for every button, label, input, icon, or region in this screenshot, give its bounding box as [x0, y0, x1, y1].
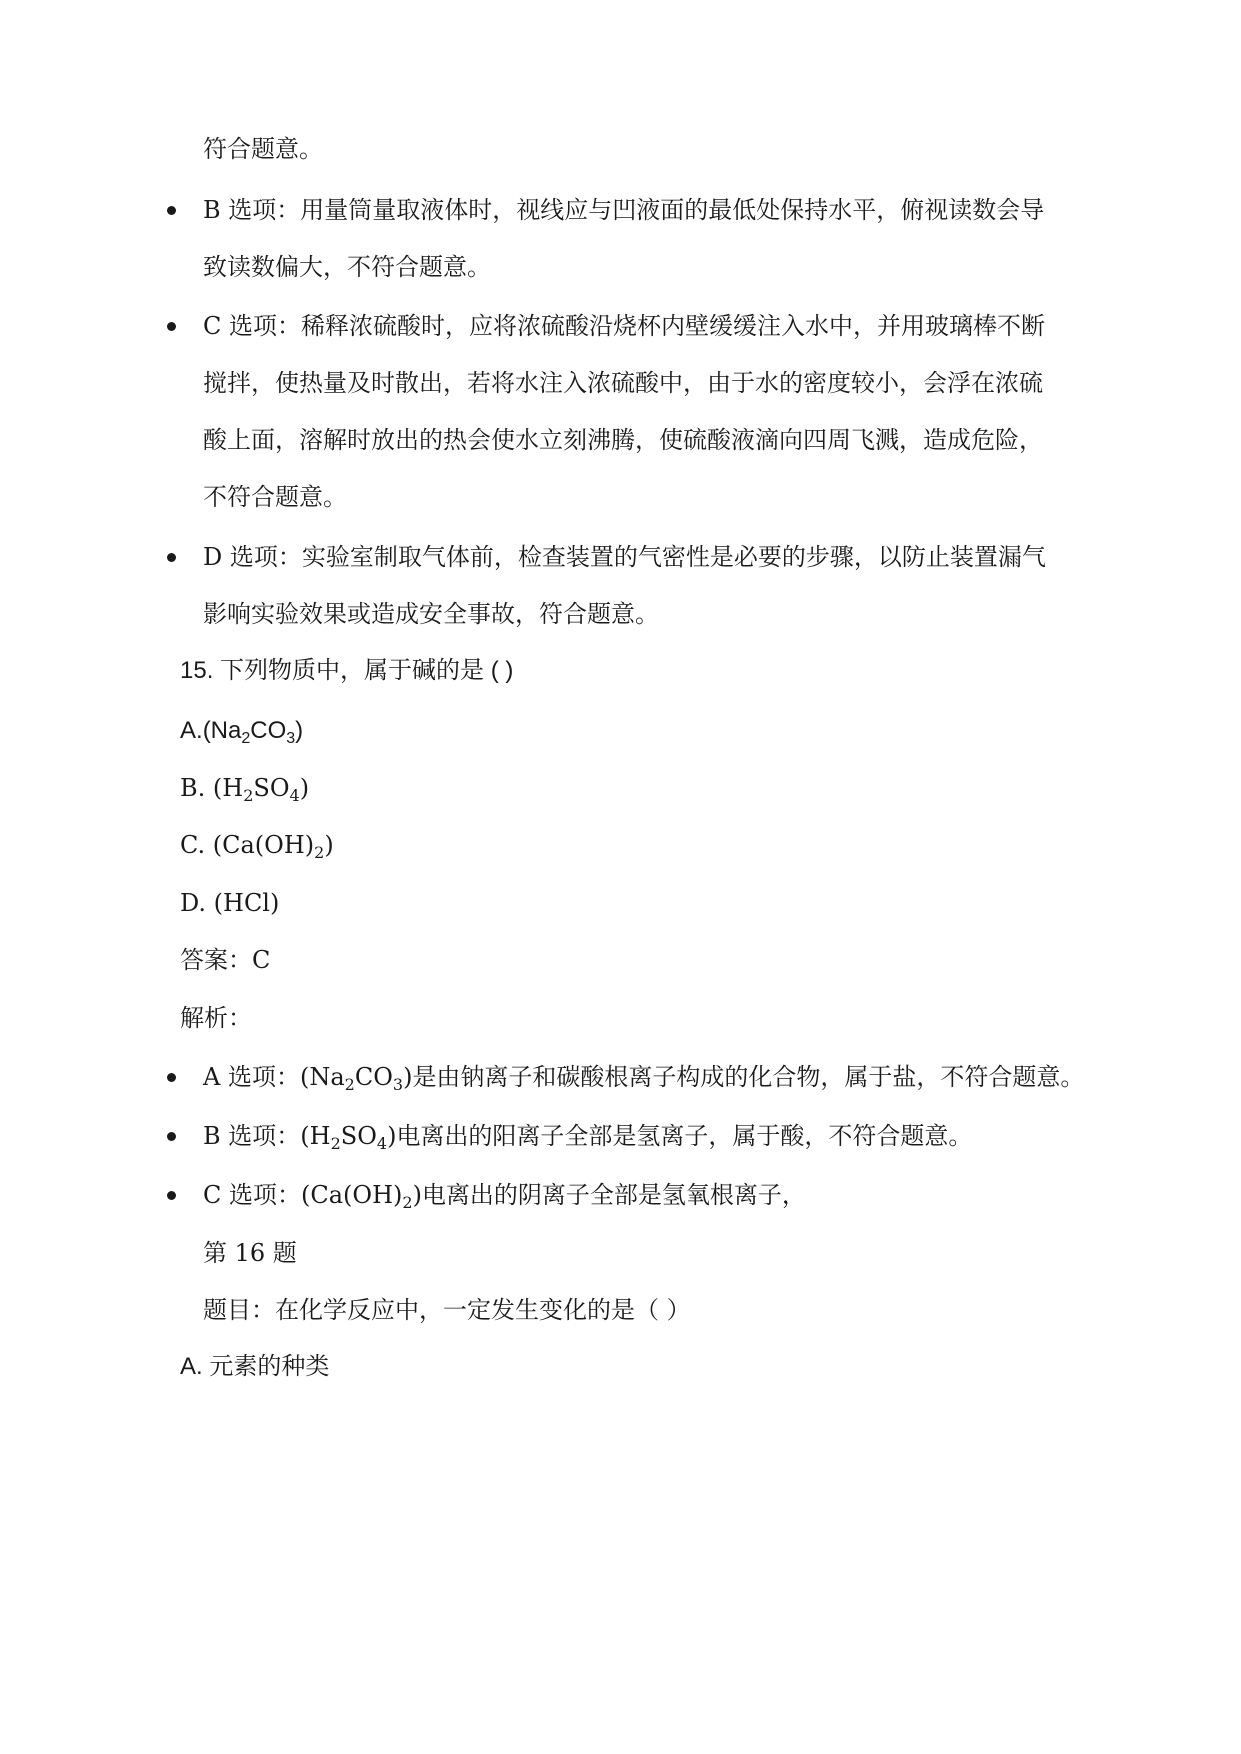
q16-option-a: A. 元素的种类 — [180, 1353, 330, 1380]
formula-part: ) — [387, 1122, 397, 1150]
bullet-icon — [167, 206, 176, 215]
prev-option-b-line2: 致读数偏大，不符合题意。 — [203, 253, 491, 281]
q15-option-a — [180, 716, 303, 746]
subscript: 4 — [376, 1134, 388, 1153]
analysis-text: 是由钠离子和碳酸根离子构成的化合物，属于盐，不符合题意。 — [412, 1063, 1085, 1091]
prev-option-a-tail: 符合题意。 — [203, 135, 323, 163]
subscript: 3 — [286, 730, 296, 747]
formula-part: (Na — [299, 1063, 345, 1091]
subscript: 2 — [243, 786, 254, 805]
bullet-icon — [167, 1073, 176, 1082]
q15-option-b — [180, 773, 309, 803]
formula-part: ) — [295, 717, 304, 744]
formula-part: SO — [340, 1122, 377, 1150]
prev-option-b-line1: B 选项：用量筒量取液体时，视线应与凹液面的最低处保持水平，俯视读数会导 — [203, 196, 1045, 224]
analysis-text: 电离出的阴离子全部是氢氧根离子， — [421, 1181, 806, 1209]
q15-analysis-a — [203, 1062, 1084, 1092]
analysis-prefix: A 选项： — [203, 1063, 300, 1091]
formula-part: ) — [324, 831, 334, 859]
q15-question: 15. 下列物质中，属于碱的是 ( ) — [180, 657, 514, 684]
subscript: 2 — [344, 1075, 355, 1094]
prev-option-d-line2: 影响实验效果或造成安全事故，符合题意。 — [203, 600, 659, 628]
prev-option-c-line4: 不符合题意。 — [203, 483, 347, 511]
q16-title: 第 16 题 — [203, 1239, 297, 1267]
q15-analysis-b — [203, 1121, 972, 1151]
option-label: C. (Ca(OH) — [180, 831, 315, 859]
subscript: 4 — [289, 786, 300, 805]
q15-answer: 答案：C — [180, 946, 271, 974]
analysis-prefix: C 选项： — [203, 1181, 301, 1209]
prev-option-c-line3: 酸上面，溶解时放出的热会使水立刻沸腾，使硫酸液滴向四周飞溅，造成危险， — [203, 426, 1043, 454]
bullet-icon — [167, 322, 176, 331]
formula-part: CO — [250, 717, 287, 744]
formula-part: SO — [253, 774, 290, 802]
subscript: 2 — [241, 730, 251, 747]
q15-analysis-c — [203, 1180, 806, 1210]
formula-part: (Ca(OH) — [301, 1181, 403, 1209]
q16-question: 题目：在化学反应中，一定发生变化的是（ ） — [203, 1296, 691, 1324]
analysis-text: 电离出的阳离子全部是氢离子，属于酸，不符合题意。 — [396, 1122, 973, 1150]
subscript: 2 — [402, 1193, 413, 1212]
formula-part: ) — [412, 1181, 422, 1209]
subscript: 2 — [314, 843, 325, 862]
q15-option-d: D. (HCl) — [180, 889, 280, 917]
formula-part: (H — [300, 1122, 331, 1150]
bullet-icon — [167, 1132, 176, 1141]
formula-part: (Na — [202, 717, 242, 744]
formula-part: ) — [403, 1063, 413, 1091]
q15-analysis-label: 解析： — [180, 1004, 252, 1032]
prev-option-c-line1: C 选项：稀释浓硫酸时，应将浓硫酸沿烧杯内壁缓缓注入水中，并用玻璃棒不断 — [203, 312, 1045, 340]
q15-option-c — [180, 830, 334, 860]
prev-option-c-line2: 搅拌，使热量及时散出，若将水注入浓硫酸中，由于水的密度较小，会浮在浓硫 — [203, 369, 1043, 397]
prev-option-d-line1: D 选项：实验室制取气体前，检查装置的气密性是必要的步骤，以防止装置漏气 — [203, 543, 1046, 571]
bullet-icon — [167, 553, 176, 562]
formula-part: CO — [354, 1063, 393, 1091]
analysis-prefix: B 选项： — [203, 1122, 301, 1150]
subscript: 2 — [330, 1134, 341, 1153]
option-label: B. (H — [180, 774, 244, 802]
option-label: A. — [180, 717, 203, 744]
formula-part: ) — [299, 774, 310, 802]
subscript: 3 — [392, 1075, 404, 1094]
bullet-icon — [167, 1191, 176, 1200]
